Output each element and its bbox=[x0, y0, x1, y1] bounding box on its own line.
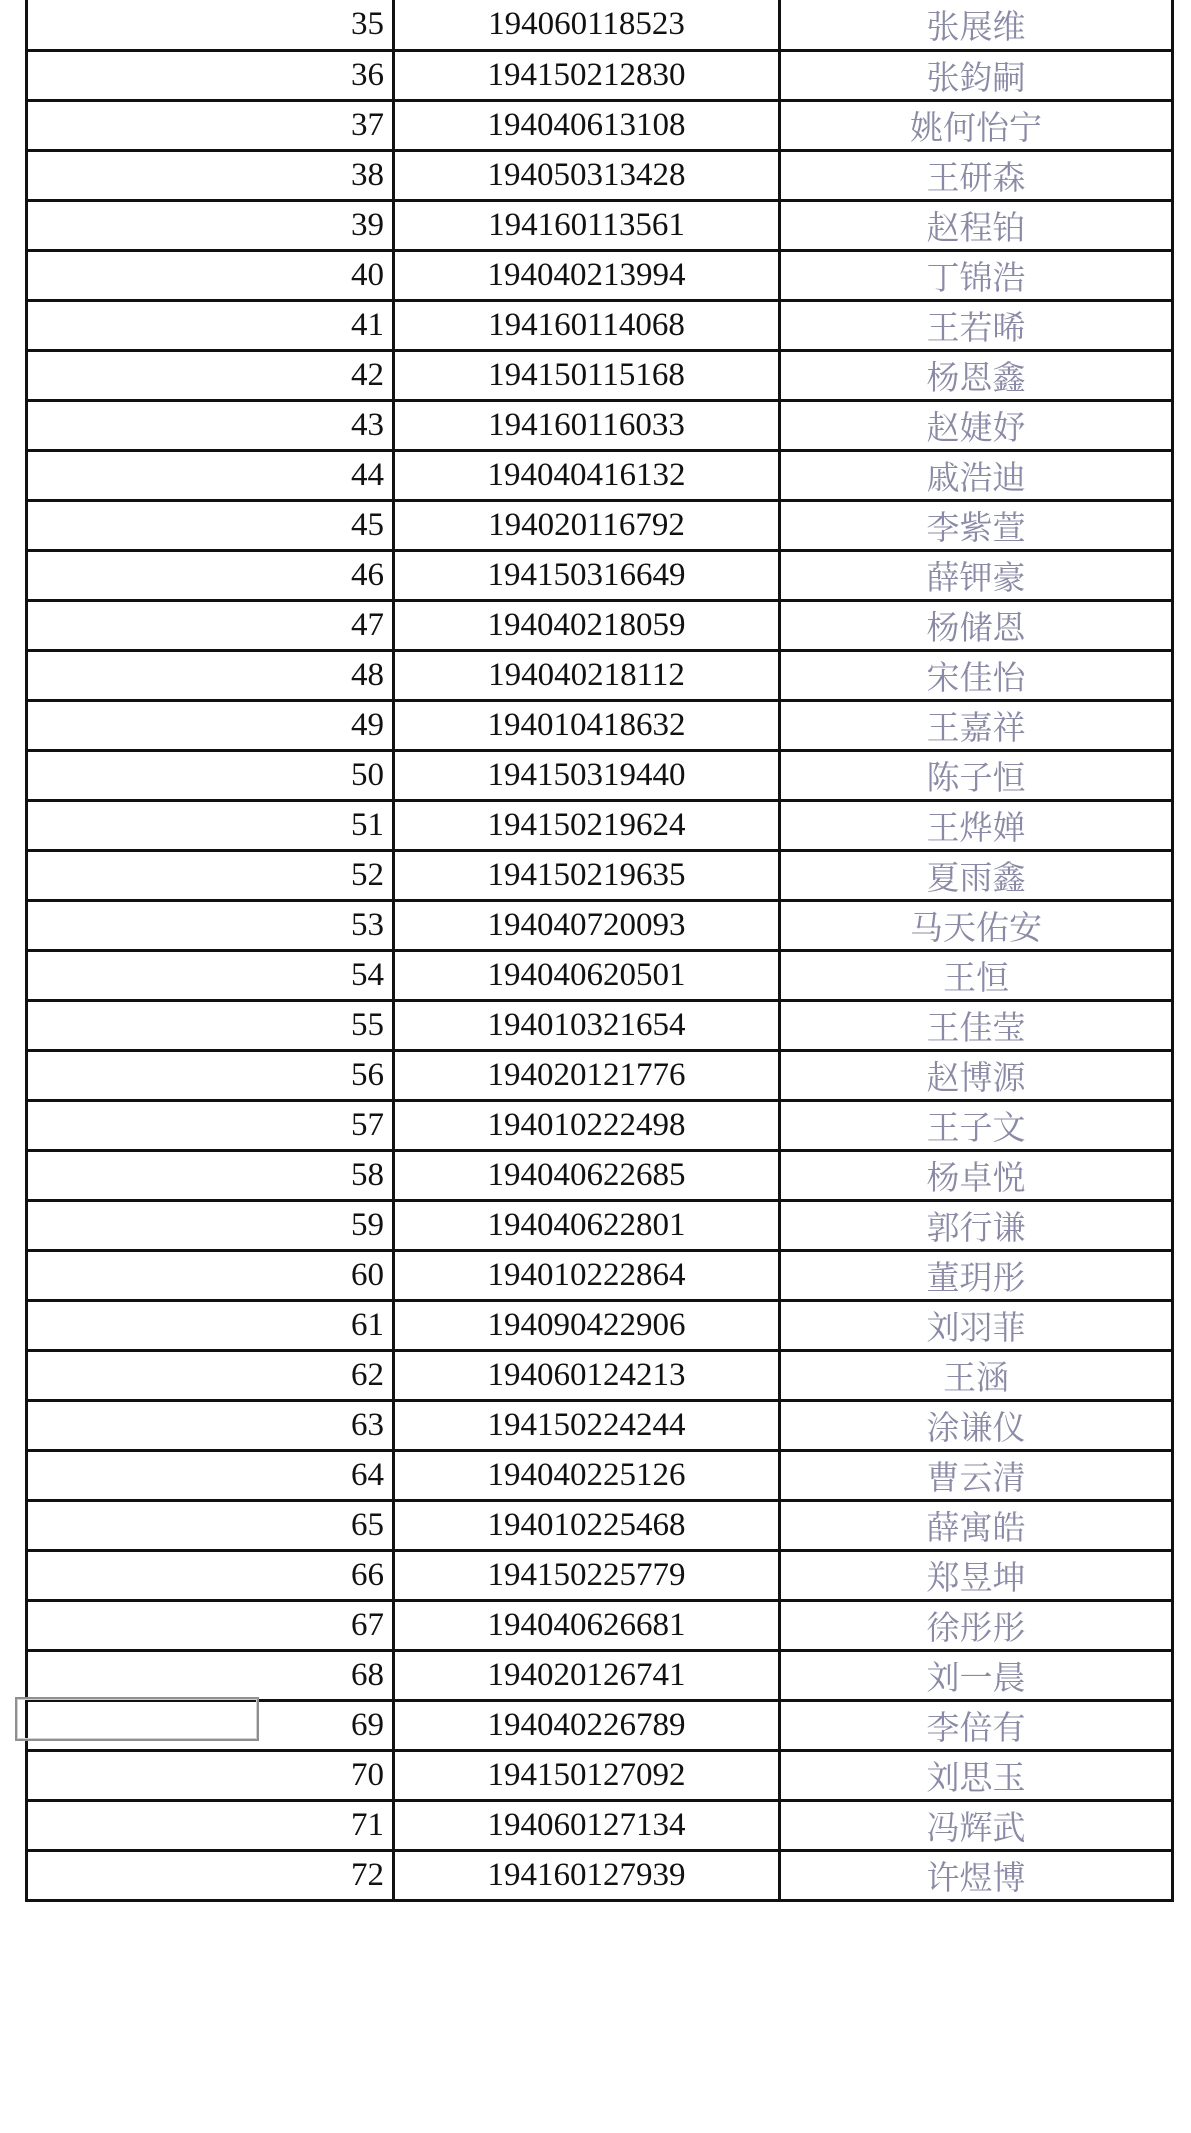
student-id-cell[interactable]: 194050313428 bbox=[394, 150, 780, 200]
student-id-cell[interactable]: 194010225468 bbox=[394, 1500, 780, 1550]
student-id-cell[interactable]: 194150219635 bbox=[394, 850, 780, 900]
student-id-cell[interactable]: 194090422906 bbox=[394, 1300, 780, 1350]
row-index-cell[interactable]: 36 bbox=[27, 50, 394, 100]
student-id-cell[interactable]: 194040218112 bbox=[394, 650, 780, 700]
row-index-cell[interactable]: 48 bbox=[27, 650, 394, 700]
student-name-cell[interactable]: 郭行谦 bbox=[780, 1200, 1173, 1250]
student-id-cell[interactable]: 194040226789 bbox=[394, 1700, 780, 1750]
student-name-cell[interactable]: 冯辉武 bbox=[780, 1800, 1173, 1850]
row-index-cell[interactable]: 52 bbox=[27, 850, 394, 900]
row-index-cell[interactable]: 37 bbox=[27, 100, 394, 150]
student-name-cell[interactable]: 王嘉祥 bbox=[780, 700, 1173, 750]
table-body bbox=[27, 0, 1173, 1900]
student-name-cell[interactable]: 董玥彤 bbox=[780, 1250, 1173, 1300]
table-row bbox=[27, 100, 1173, 150]
student-id-cell[interactable]: 194020116792 bbox=[394, 500, 780, 550]
student-id-cell[interactable]: 194160127939 bbox=[394, 1850, 780, 1900]
table-row bbox=[27, 650, 1173, 700]
row-index-cell[interactable]: 44 bbox=[27, 450, 394, 500]
student-id-cell[interactable]: 194020121776 bbox=[394, 1050, 780, 1100]
table-row bbox=[27, 1350, 1173, 1400]
row-index-cell[interactable]: 65 bbox=[27, 1500, 394, 1550]
student-id-cell[interactable]: 194040218059 bbox=[394, 600, 780, 650]
row-index-cell[interactable]: 72 bbox=[27, 1850, 394, 1900]
student-id-cell[interactable]: 194150219624 bbox=[394, 800, 780, 850]
table-row bbox=[27, 950, 1173, 1000]
student-id-cell[interactable]: 194010321654 bbox=[394, 1000, 780, 1050]
table-row bbox=[27, 600, 1173, 650]
student-name-cell[interactable]: 赵程铂 bbox=[780, 200, 1173, 250]
row-index-cell[interactable]: 69 bbox=[27, 1700, 394, 1750]
student-id-cell[interactable]: 194010222864 bbox=[394, 1250, 780, 1300]
table-row bbox=[27, 1550, 1173, 1600]
student-id-cell[interactable]: 194010418632 bbox=[394, 700, 780, 750]
student-id-cell[interactable]: 194020126741 bbox=[394, 1650, 780, 1700]
student-id-cell[interactable]: 194040626681 bbox=[394, 1600, 780, 1650]
row-index-cell[interactable]: 59 bbox=[27, 1200, 394, 1250]
table-row bbox=[27, 850, 1173, 900]
student-id-cell[interactable]: 194040225126 bbox=[394, 1450, 780, 1500]
spreadsheet-table bbox=[25, 0, 1174, 1902]
student-name-cell[interactable]: 许煜博 bbox=[780, 1850, 1173, 1900]
student-id-cell[interactable]: 194150225779 bbox=[394, 1550, 780, 1600]
table-row bbox=[27, 1400, 1173, 1450]
table-row bbox=[27, 1700, 1173, 1750]
row-index-cell[interactable]: 67 bbox=[27, 1600, 394, 1650]
student-id-cell[interactable]: 194060127134 bbox=[394, 1800, 780, 1850]
table-row bbox=[27, 150, 1173, 200]
student-name-cell[interactable]: 王涵 bbox=[780, 1350, 1173, 1400]
row-index-cell[interactable]: 70 bbox=[27, 1750, 394, 1800]
table-row bbox=[27, 1450, 1173, 1500]
student-name-cell[interactable]: 王子文 bbox=[780, 1100, 1173, 1150]
row-index-cell[interactable]: 39 bbox=[27, 200, 394, 250]
table-row bbox=[27, 700, 1173, 750]
table-row bbox=[27, 900, 1173, 950]
table-row bbox=[27, 450, 1173, 500]
table-row bbox=[27, 1500, 1173, 1550]
student-name-cell[interactable]: 杨卓悦 bbox=[780, 1150, 1173, 1200]
student-name-cell[interactable]: 张鈞嗣 bbox=[780, 50, 1173, 100]
row-index-cell[interactable]: 53 bbox=[27, 900, 394, 950]
table-row bbox=[27, 1650, 1173, 1700]
row-index-cell[interactable]: 47 bbox=[27, 600, 394, 650]
table-row bbox=[27, 1250, 1173, 1300]
student-name-cell[interactable]: 张展维 bbox=[780, 0, 1173, 50]
student-name-cell[interactable]: 薛寓皓 bbox=[780, 1500, 1173, 1550]
student-name-cell[interactable]: 宋佳怡 bbox=[780, 650, 1173, 700]
student-id-cell[interactable]: 194150115168 bbox=[394, 350, 780, 400]
student-name-cell[interactable]: 王若晞 bbox=[780, 300, 1173, 350]
student-id-cell[interactable]: 194040416132 bbox=[394, 450, 780, 500]
student-id-cell[interactable]: 194160116033 bbox=[394, 400, 780, 450]
student-id-cell[interactable]: 194040720093 bbox=[394, 900, 780, 950]
table-row bbox=[27, 1150, 1173, 1200]
row-index-cell[interactable]: 49 bbox=[27, 700, 394, 750]
row-index-cell[interactable]: 57 bbox=[27, 1100, 394, 1150]
table-row bbox=[27, 500, 1173, 550]
table-row bbox=[27, 1850, 1173, 1900]
table-row bbox=[27, 250, 1173, 300]
row-index-cell[interactable]: 41 bbox=[27, 300, 394, 350]
student-name-cell[interactable]: 杨恩鑫 bbox=[780, 350, 1173, 400]
row-index-cell[interactable]: 61 bbox=[27, 1300, 394, 1350]
table-row bbox=[27, 1800, 1173, 1850]
row-index-cell[interactable]: 43 bbox=[27, 400, 394, 450]
student-id-cell[interactable]: 194040213994 bbox=[394, 250, 780, 300]
student-name-cell[interactable]: 郑昱坤 bbox=[780, 1550, 1173, 1600]
row-index-cell[interactable]: 51 bbox=[27, 800, 394, 850]
student-name-cell[interactable]: 王烨婵 bbox=[780, 800, 1173, 850]
student-id-cell[interactable]: 194150319440 bbox=[394, 750, 780, 800]
student-name-cell[interactable]: 涂谦仪 bbox=[780, 1400, 1173, 1450]
student-name-cell[interactable]: 李倍有 bbox=[780, 1700, 1173, 1750]
row-index-cell[interactable]: 42 bbox=[27, 350, 394, 400]
student-name-cell[interactable]: 马天佑安 bbox=[780, 900, 1173, 950]
table-row bbox=[27, 1750, 1173, 1800]
student-name-cell[interactable]: 戚浩迪 bbox=[780, 450, 1173, 500]
table-row bbox=[27, 300, 1173, 350]
student-id-cell[interactable]: 194040622801 bbox=[394, 1200, 780, 1250]
table-row bbox=[27, 1050, 1173, 1100]
row-index-cell[interactable]: 50 bbox=[27, 750, 394, 800]
table-row bbox=[27, 1600, 1173, 1650]
row-index-cell[interactable]: 68 bbox=[27, 1650, 394, 1700]
student-id-cell[interactable]: 194060118523 bbox=[394, 0, 780, 50]
row-index-cell[interactable]: 60 bbox=[27, 1250, 394, 1300]
row-index-cell[interactable]: 62 bbox=[27, 1350, 394, 1400]
student-id-cell[interactable]: 194150316649 bbox=[394, 550, 780, 600]
student-name-cell[interactable]: 刘羽菲 bbox=[780, 1300, 1173, 1350]
student-name-cell[interactable]: 王恒 bbox=[780, 950, 1173, 1000]
row-index-cell[interactable]: 63 bbox=[27, 1400, 394, 1450]
row-index-cell[interactable]: 58 bbox=[27, 1150, 394, 1200]
student-id-cell[interactable]: 194160114068 bbox=[394, 300, 780, 350]
row-index-cell[interactable]: 35 bbox=[27, 0, 394, 50]
table-row bbox=[27, 200, 1173, 250]
table-row bbox=[27, 1200, 1173, 1250]
student-name-cell[interactable]: 王研森 bbox=[780, 150, 1173, 200]
student-name-cell[interactable]: 王佳莹 bbox=[780, 1000, 1173, 1050]
student-name-cell[interactable]: 赵博源 bbox=[780, 1050, 1173, 1100]
student-name-cell[interactable]: 薛钾豪 bbox=[780, 550, 1173, 600]
student-id-cell[interactable]: 194040613108 bbox=[394, 100, 780, 150]
student-id-cell[interactable]: 194160113561 bbox=[394, 200, 780, 250]
row-index-cell[interactable]: 40 bbox=[27, 250, 394, 300]
row-index-cell[interactable]: 46 bbox=[27, 550, 394, 600]
student-name-cell[interactable]: 赵婕妤 bbox=[780, 400, 1173, 450]
student-name-cell[interactable]: 陈子恒 bbox=[780, 750, 1173, 800]
student-name-cell[interactable]: 刘一晨 bbox=[780, 1650, 1173, 1700]
table-row bbox=[27, 1000, 1173, 1050]
table-row bbox=[27, 750, 1173, 800]
row-index-cell[interactable]: 54 bbox=[27, 950, 394, 1000]
student-id-cell[interactable]: 194150127092 bbox=[394, 1750, 780, 1800]
row-index-cell[interactable]: 64 bbox=[27, 1450, 394, 1500]
student-name-cell[interactable]: 李紫萱 bbox=[780, 500, 1173, 550]
student-name-cell[interactable]: 刘思玉 bbox=[780, 1750, 1173, 1800]
student-id-cell[interactable]: 194150224244 bbox=[394, 1400, 780, 1450]
table-row bbox=[27, 1300, 1173, 1350]
table-row bbox=[27, 0, 1173, 50]
student-name-cell[interactable]: 夏雨鑫 bbox=[780, 850, 1173, 900]
student-name-cell[interactable]: 丁锦浩 bbox=[780, 250, 1173, 300]
student-id-cell[interactable]: 194040622685 bbox=[394, 1150, 780, 1200]
row-index-cell[interactable]: 45 bbox=[27, 500, 394, 550]
row-index-cell[interactable]: 56 bbox=[27, 1050, 394, 1100]
table-row bbox=[27, 50, 1173, 100]
row-index-cell[interactable]: 71 bbox=[27, 1800, 394, 1850]
row-index-cell[interactable]: 55 bbox=[27, 1000, 394, 1050]
student-name-cell[interactable]: 杨储恩 bbox=[780, 600, 1173, 650]
student-id-cell[interactable]: 194010222498 bbox=[394, 1100, 780, 1150]
table-row bbox=[27, 550, 1173, 600]
student-name-cell[interactable]: 姚何怡宁 bbox=[780, 100, 1173, 150]
student-name-cell[interactable]: 曹云清 bbox=[780, 1450, 1173, 1500]
student-id-cell[interactable]: 194150212830 bbox=[394, 50, 780, 100]
student-id-cell[interactable]: 194040620501 bbox=[394, 950, 780, 1000]
row-index-cell[interactable]: 66 bbox=[27, 1550, 394, 1600]
student-id-cell[interactable]: 194060124213 bbox=[394, 1350, 780, 1400]
table-row bbox=[27, 1100, 1173, 1150]
table-row bbox=[27, 800, 1173, 850]
table-row bbox=[27, 400, 1173, 450]
student-name-cell[interactable]: 徐彤彤 bbox=[780, 1600, 1173, 1650]
row-index-cell[interactable]: 38 bbox=[27, 150, 394, 200]
table-row bbox=[27, 350, 1173, 400]
